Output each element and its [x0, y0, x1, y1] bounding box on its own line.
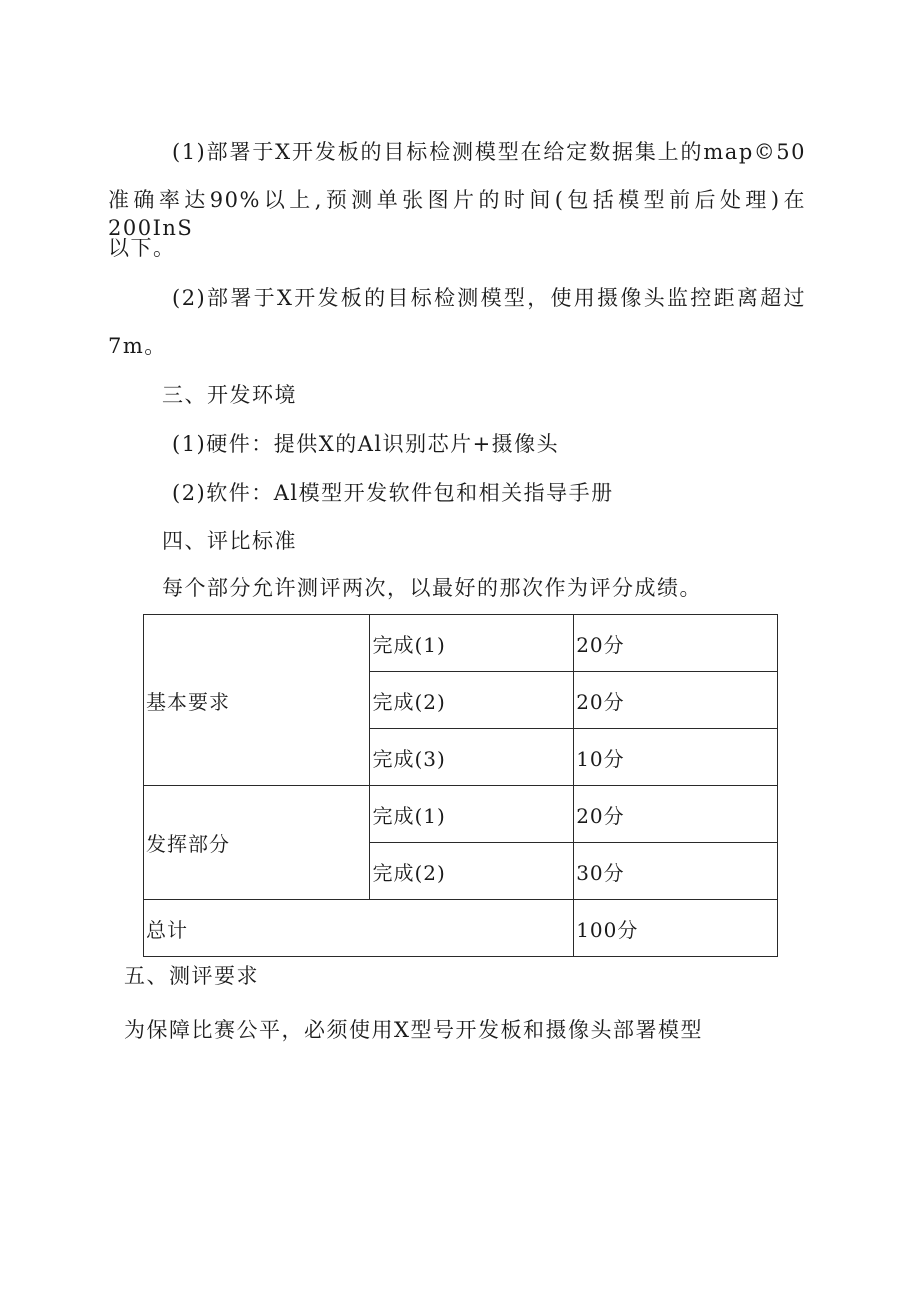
section-5-body: 为保障比赛公平，必须使用X型号开发板和摄像头部署模型 — [124, 1018, 703, 1042]
table-row — [144, 786, 778, 843]
requirement-1-line-1: (1)部署于X开发板的目标检测模型在给定数据集上的map©50 — [172, 140, 806, 164]
task-cell: 完成(1) — [370, 615, 574, 672]
score-cell: 30分 — [574, 843, 778, 900]
table-row — [144, 900, 778, 957]
task-cell: 完成(2) — [370, 672, 574, 729]
criteria-intro: 每个部分允许测评两次，以最好的那次作为评分成绩。 — [162, 576, 702, 600]
section-4-heading: 四、评比标准 — [162, 529, 297, 553]
total-label-cell: 总计 — [144, 900, 574, 957]
requirement-1-line-2: 准确率达90%以上,预测单张图片的时间(包括模型前后处理)在200InS — [108, 188, 806, 240]
score-cell: 20分 — [574, 672, 778, 729]
task-cell: 完成(3) — [370, 729, 574, 786]
basic-requirements-cell: 基本要求 — [144, 615, 370, 786]
hardware-text: (1)硬件：提供X的Al识别芯片+摄像头 — [172, 432, 560, 456]
total-score-cell: 100分 — [574, 900, 778, 957]
score-cell: 20分 — [574, 615, 778, 672]
score-cell: 20分 — [574, 786, 778, 843]
section-5-heading: 五、测评要求 — [124, 964, 259, 988]
requirement-2-line-2: 7m。 — [108, 334, 167, 358]
score-cell: 10分 — [574, 729, 778, 786]
extra-part-cell: 发挥部分 — [144, 786, 370, 900]
table-row — [144, 615, 778, 672]
score-table — [143, 614, 778, 957]
requirement-2-line-1: (2)部署于X开发板的目标检测模型，使用摄像头监控距离超过 — [172, 286, 806, 310]
task-cell: 完成(1) — [370, 786, 574, 843]
section-3-heading: 三、开发环境 — [162, 383, 297, 407]
requirement-1-line-3: 以下。 — [108, 236, 176, 260]
task-cell: 完成(2) — [370, 843, 574, 900]
software-text: (2)软件：Al模型开发软件包和相关指导手册 — [172, 481, 614, 505]
